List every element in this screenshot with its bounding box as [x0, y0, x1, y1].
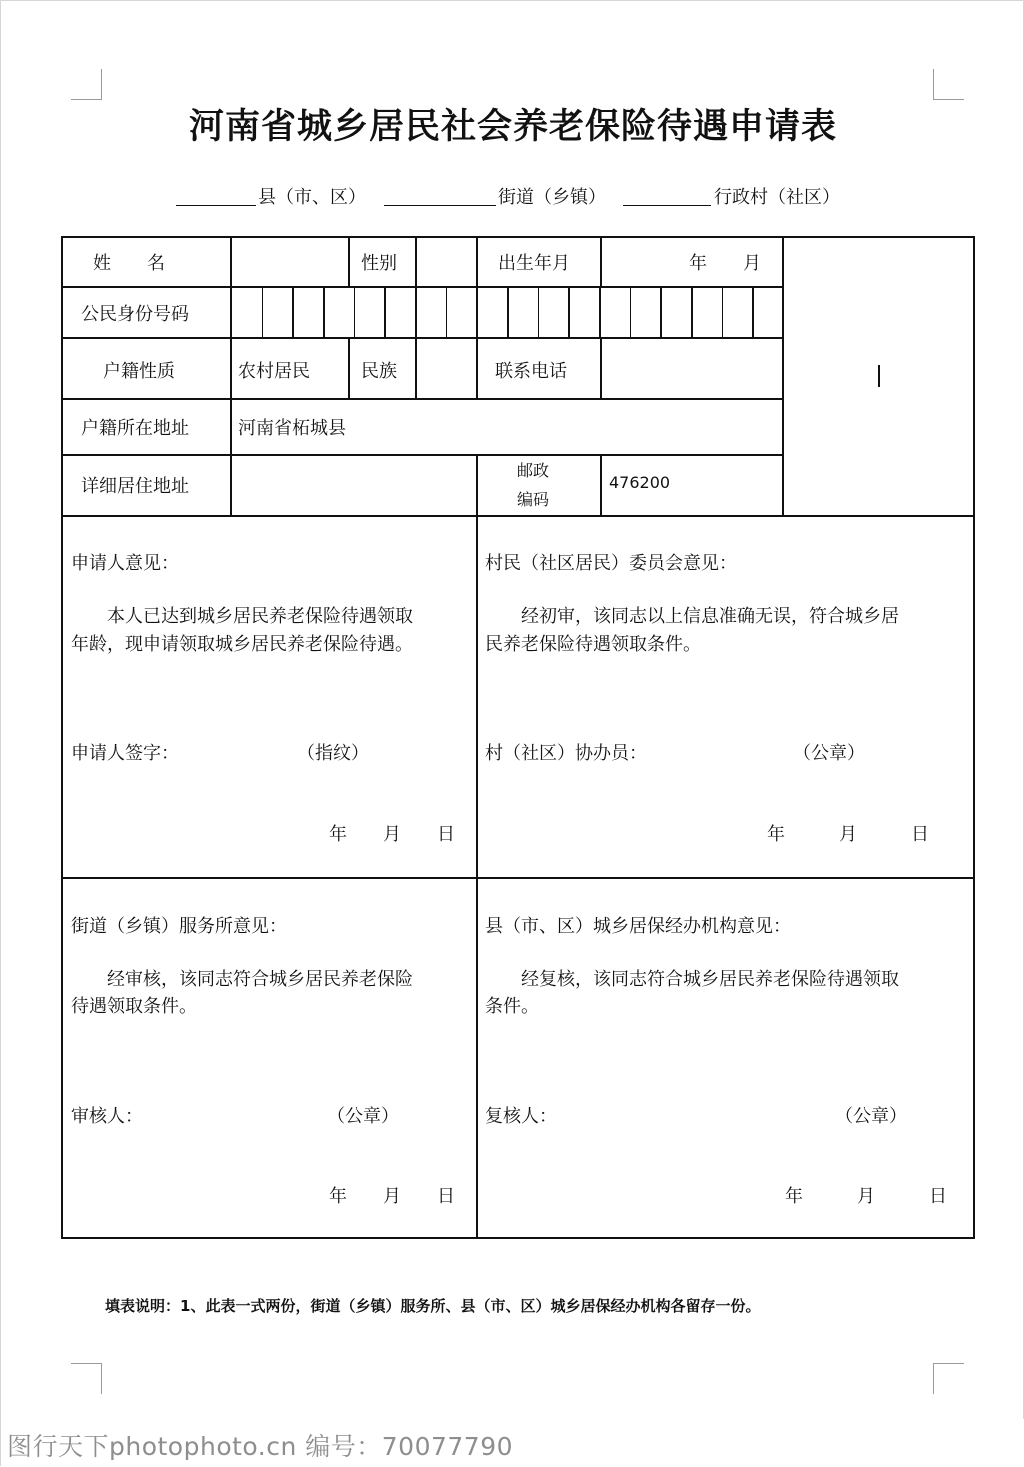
application-form-table — [61, 236, 975, 1239]
watermark-text: 图行天下photophoto.cn 编号：70077790 — [7, 1432, 514, 1461]
street-blank[interactable] — [384, 205, 496, 206]
id-digit-cell[interactable] — [233, 289, 260, 334]
name-field[interactable] — [241, 240, 345, 284]
ethnicity-field[interactable] — [421, 344, 473, 394]
postcode-label-line2: 编码 — [517, 490, 550, 509]
gender-label: 性别 — [361, 253, 397, 274]
id-number-label: 公民身份号码 — [81, 304, 189, 325]
committee-date: 年 月 日 — [767, 824, 929, 845]
county-agency-heading: 县（市、区）城乡居保经办机构意见： — [485, 916, 791, 937]
residence-address-field[interactable] — [236, 460, 472, 510]
gender-field[interactable] — [421, 240, 473, 284]
county-agency-text-line2: 条件。 — [485, 996, 539, 1017]
hukou-address-label: 户籍所在地址 — [81, 418, 189, 439]
village-label: 行政村（社区） — [714, 187, 840, 208]
id-digit-cell[interactable] — [478, 289, 505, 334]
id-digit-cell[interactable] — [570, 289, 597, 334]
ethnicity-label: 民族 — [361, 361, 397, 382]
applicant-heading: 申请人意见： — [71, 553, 179, 574]
phone-label: 联系电话 — [495, 361, 567, 382]
village-blank[interactable] — [623, 205, 711, 206]
committee-text-line2: 民养老保险待遇领取条件。 — [485, 634, 701, 655]
applicant-text-line1: 本人已达到城乡居民养老保险待遇领取 — [71, 606, 413, 627]
street-label: 街道（乡镇） — [498, 187, 606, 208]
id-digit-cell[interactable] — [662, 289, 689, 334]
county-agency-date: 年 月 日 — [785, 1186, 947, 1207]
id-digit-cell[interactable] — [356, 289, 383, 334]
id-digit-cell[interactable] — [724, 289, 751, 334]
hukou-type-label: 户籍性质 — [103, 361, 175, 382]
hukou-address-value[interactable]: 河南省柘城县 — [238, 418, 346, 439]
id-digit-cell[interactable] — [509, 289, 536, 334]
hukou-type-value[interactable]: 农村居民 — [238, 361, 310, 382]
watermark-bar — [1, 1419, 1024, 1467]
applicant-fingerprint: （指纹） — [297, 743, 369, 764]
county-agency-text-line1: 经复核，该同志符合城乡居民养老保险待遇领取 — [485, 969, 899, 990]
form-title: 河南省城乡居民社会养老保险待遇申请表 — [188, 106, 837, 147]
county-label: 县（市、区） — [258, 187, 366, 208]
name-label: 姓 名 — [93, 253, 165, 274]
residence-address-label: 详细居住地址 — [81, 476, 189, 497]
id-digit-cell[interactable] — [294, 289, 321, 334]
text-cursor — [878, 365, 880, 387]
crop-mark-top-left — [71, 69, 102, 100]
crop-mark-bottom-right — [933, 1363, 964, 1394]
county-agency-seal: （公章） — [835, 1106, 907, 1127]
crop-mark-bottom-left — [71, 1363, 102, 1394]
township-text-line2: 待遇领取条件。 — [71, 996, 197, 1017]
id-digit-cell[interactable] — [448, 289, 475, 334]
committee-heading: 村民（社区居民）委员会意见： — [485, 553, 737, 574]
id-digit-cell[interactable] — [693, 289, 720, 334]
committee-text-line1: 经初审，该同志以上信息准确无误，符合城乡居 — [485, 606, 899, 627]
township-heading: 街道（乡镇）服务所意见： — [71, 916, 287, 937]
township-seal: （公章） — [327, 1106, 399, 1127]
birth-field[interactable]: 年 月 — [689, 253, 761, 274]
id-digit-cell[interactable] — [417, 289, 444, 334]
county-agency-sign-label: 复核人： — [485, 1106, 557, 1127]
township-date: 年 月 日 — [329, 1186, 455, 1207]
township-sign-label: 审核人： — [71, 1106, 143, 1127]
applicant-date: 年 月 日 — [329, 824, 455, 845]
id-digit-cell[interactable] — [540, 289, 567, 334]
township-text-line1: 经审核，该同志符合城乡居民养老保险 — [71, 969, 413, 990]
crop-mark-top-right — [933, 69, 964, 100]
committee-seal: （公章） — [793, 743, 865, 764]
id-digit-cell[interactable] — [386, 289, 413, 334]
id-digit-cell[interactable] — [325, 289, 352, 334]
id-digit-cell[interactable] — [264, 289, 291, 334]
postcode-value[interactable]: 476200 — [609, 473, 671, 492]
birth-label: 出生年月 — [498, 253, 570, 274]
id-digit-cell[interactable] — [601, 289, 628, 334]
postcode-label-line1: 邮政 — [517, 461, 550, 480]
footnote: 填表说明：1、此表一式两份，街道（乡镇）服务所、县（市、区）城乡居保经办机构各留存一份。 — [105, 1297, 761, 1315]
committee-sign-label: 村（社区）协办员： — [485, 743, 647, 764]
applicant-sign-label: 申请人签字： — [71, 743, 179, 764]
id-digit-cell[interactable] — [632, 289, 659, 334]
county-blank[interactable] — [176, 205, 256, 206]
phone-field[interactable] — [606, 344, 776, 394]
applicant-text-line2: 年龄，现申请领取城乡居民养老保险待遇。 — [71, 634, 413, 655]
id-digit-cell[interactable] — [754, 289, 781, 334]
